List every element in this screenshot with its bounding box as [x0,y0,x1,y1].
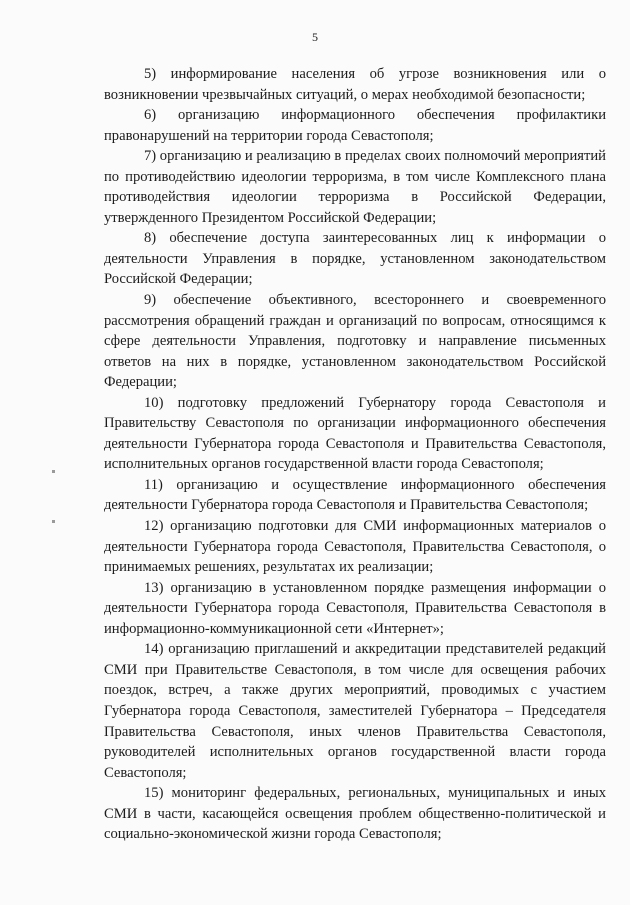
list-item-10: 10) подготовку предложений Губернатору города Севастополя и Правительству Севастополя по организации информационного обеспечения деятельности Губернатора города Севастополя и Правительства Севастополя, исполнительных органов государственной власти города Севастополя; [104,394,606,473]
list-item-12: 12) организацию подготовки для СМИ информационных материалов о деятельности Губернатора города Севастополя, Правительства Севастополя, о принимаемых решениях, результатах их реализации; [104,518,606,576]
list-item-9: 9) обеспечение объективного, всестороннего и своевременного рассмотрения обращений граждан и организаций по вопросам, относящимся к сфере деятельности Управления, подготовку и направление письменных ответов на них в порядке, установленном законодательством Российской Федерации; [104,292,606,391]
list-item-5: 5) информирование населения об угрозе возникновения или о возникновении чрезвычайных ситуаций, о мерах необходимой безопасности; [104,66,606,103]
list-item-8: 8) обеспечение доступа заинтересованных лиц к информации о деятельности Управления в порядке, установленном законодательством Российской Федерации; [104,230,606,288]
document-body [104,64,606,845]
page-number: 5 [312,30,318,44]
list-item-13: 13) организацию в установленном порядке размещения информации о деятельности Губернатора города Севастополя, Правительства Севастополя в информационно-коммуникационной сети «Интернет»; [104,579,606,637]
list-item-11: 11) организацию и осуществление информационного обеспечения деятельности Губернатора города Севастополя и Правительства Севастополя; [104,476,606,514]
margin-mark [52,470,55,473]
list-item-6: 6) организацию информационного обеспечения профилактики правонарушений на территории города Севастополя; [104,107,606,144]
list-item-14: 14) организацию приглашений и аккредитации представителей редакций СМИ при Правительстве Севастополя, в том числе для освещения рабочих поездок, встреч, а также других мероприятий, проводимых с участием Губернатора города Севастополя, заместителей Губернатора – Председателя Правительства Севастополя, иных членов Правительства Севастополя, руководителей исполнительных органов государственной власти города Севастополя; [104,641,606,781]
list-item-7: 7) организацию и реализацию в пределах своих полномочий мероприятий по противодействию идеологии терроризма, в том числе Комплексного плана противодействия идеологии терроризма в Российской Федерации, утвержденного Президентом Российской Федерации; [104,148,606,226]
list-item-15: 15) мониторинг федеральных, региональных, муниципальных и иных СМИ в части, касающейся освещения проблем общественно-политической и социально-экономической жизни города Севастополя; [104,785,606,843]
margin-mark [52,520,55,523]
